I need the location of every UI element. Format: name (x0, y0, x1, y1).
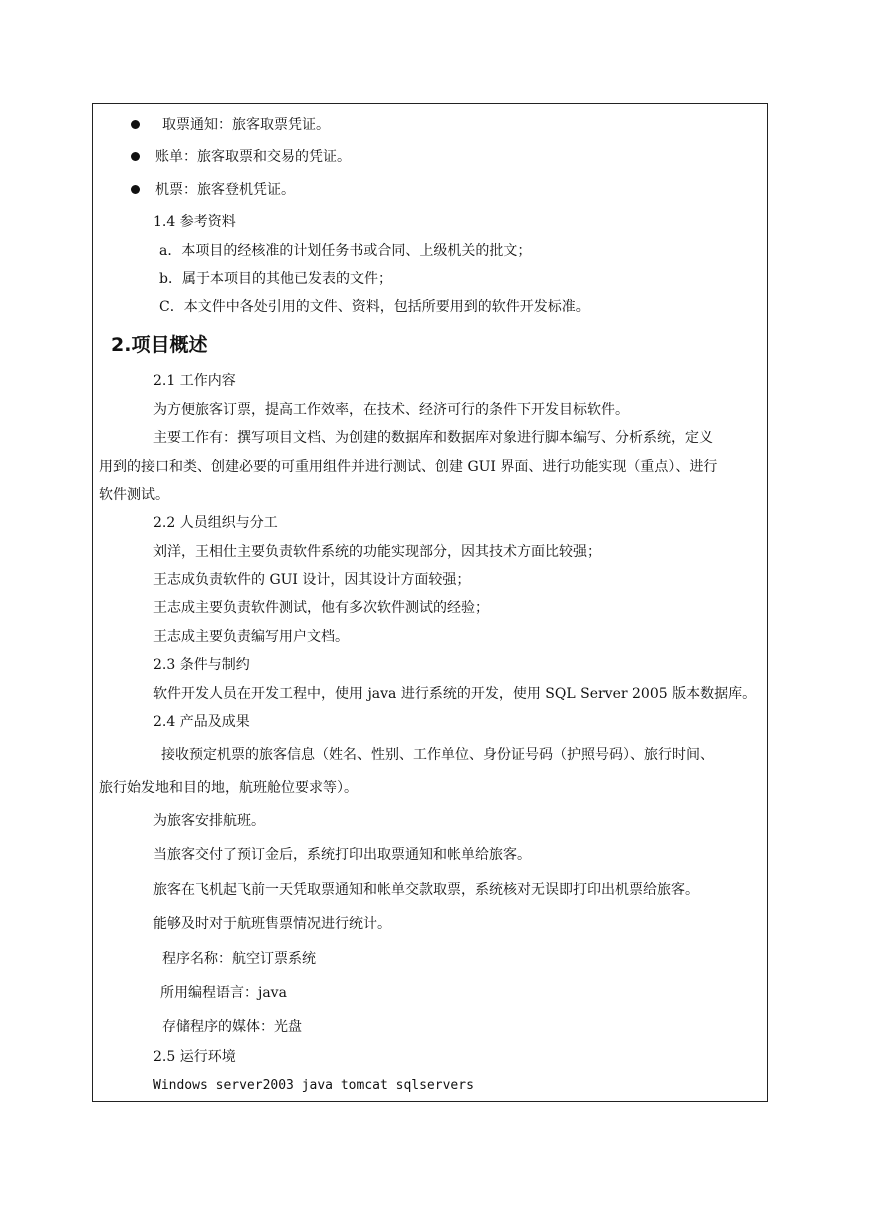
paragraph: 软件测试。 (99, 487, 169, 503)
bullet-dot-icon (131, 152, 140, 161)
paragraph: 王志成主要负责软件测试，他有多次软件测试的经验； (153, 600, 489, 616)
paragraph: 旅客在飞机起飞前一天凭取票通知和帐单交款取票，系统核对无误即打印出机票给旅客。 (153, 882, 699, 898)
paragraph: 接收预定机票的旅客信息（姓名、性别、工作单位、身份证号码（护照号码）、旅行时间、 (161, 747, 714, 763)
paragraph: 能够及时对于航班售票情况进行统计。 (153, 916, 391, 932)
paragraph: 王志成主要负责编写用户文档。 (153, 629, 349, 645)
bullet-dot-icon (131, 185, 140, 194)
reference-item: C．本文件中各处引用的文件、资料，包括所要用到的软件开发标准。 (159, 299, 590, 315)
paragraph: 用到的接口和类、创建必要的可重用组件并进行测试、创建 GUI 界面、进行功能实现（重点）、进行 (99, 459, 718, 475)
paragraph: 王志成负责软件的 GUI 设计，因其设计方面较强； (153, 572, 471, 588)
subsection-heading-2-5: 2.5 运行环境 (153, 1049, 236, 1065)
paragraph: 当旅客交付了预订金后，系统打印出取票通知和帐单给旅客。 (153, 847, 531, 863)
subsection-heading-2-3: 2.3 条件与制约 (153, 657, 250, 673)
bullet-text: 账单：旅客取票和交易的凭证。 (155, 149, 351, 165)
program-name: 程序名称：航空订票系统 (162, 951, 316, 967)
programming-language: 所用编程语言：java (160, 985, 287, 1001)
paragraph: 软件开发人员在开发工程中，使用 java 进行系统的开发，使用 SQL Server 2005 版本数据库。 (153, 686, 757, 702)
subsection-heading-2-2: 2.2 人员组织与分工 (153, 515, 278, 531)
bullet-text: 机票：旅客登机凭证。 (155, 182, 295, 198)
runtime-environment: Windows server2003 java tomcat sqlservers (153, 1078, 474, 1093)
bullet-item (93, 180, 767, 200)
paragraph: 刘洋，王相仕主要负责软件系统的功能实现部分，因其技术方面比较强； (153, 544, 601, 560)
section-title-2: 2.项目概述 (111, 334, 208, 356)
bullet-text: 取票通知：旅客取票凭证。 (162, 117, 330, 133)
bullet-item (93, 115, 767, 135)
reference-item: a．本项目的经核准的计划任务书或合同、上级机关的批文； (159, 243, 532, 259)
subsection-heading-2-4: 2.4 产品及成果 (153, 714, 250, 730)
paragraph: 为旅客安排航班。 (153, 813, 265, 829)
reference-item: b．属于本项目的其他已发表的文件； (159, 271, 392, 287)
bullet-dot-icon (131, 120, 140, 129)
subsection-heading-2-1: 2.1 工作内容 (153, 373, 236, 389)
paragraph: 旅行始发地和目的地，航班舱位要求等）。 (99, 780, 358, 796)
paragraph: 为方便旅客订票，提高工作效率，在技术、经济可行的条件下开发目标软件。 (153, 402, 629, 418)
document-frame (92, 103, 768, 1102)
bullet-item (93, 147, 767, 167)
storage-media: 存储程序的媒体：光盘 (162, 1019, 302, 1035)
subsection-heading-1-4: 1.4 参考资料 (153, 214, 236, 230)
paragraph: 主要工作有：撰写项目文档、为创建的数据库和数据库对象进行脚本编写、分析系统，定义 (153, 430, 713, 446)
